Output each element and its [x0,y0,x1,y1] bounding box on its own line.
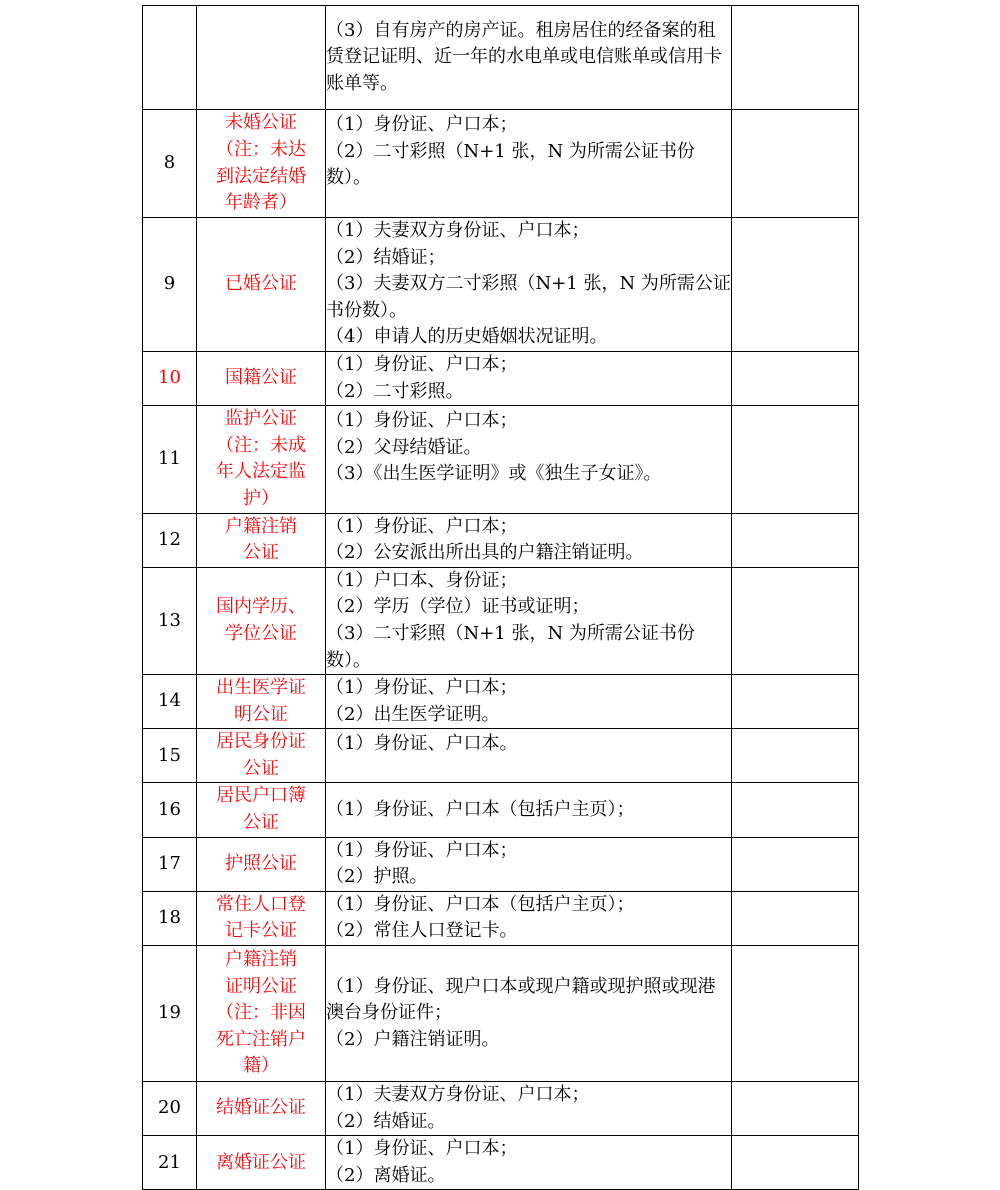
table-row [143,6,859,110]
table-row [143,729,859,783]
remarks-cell [732,1082,859,1136]
table-row [143,110,859,218]
remarks-cell [732,513,859,567]
document-item: （2）户籍注销证明。 [326,1028,500,1050]
remarks-cell [732,6,859,110]
row-number [143,6,197,110]
notarization-type: 监护公证 （注：未成 年人法定监 护） [197,406,326,513]
document-item: （3）自有房产的房产证。租房居住的经备案的租赁登记证明、近一年的水电单或电信账单或信用卡账单等。 [326,19,722,94]
table-row [143,406,859,513]
table-row [143,783,859,837]
document-item: （3）《出生医学证明》或《独生子女证》。 [326,463,662,485]
document-item: （1）身份证、户口本； [326,515,518,537]
required-documents [326,946,732,1082]
table-row [143,567,859,674]
document-item: （1）身份证、户口本； [326,410,518,432]
document-item: （1）身份证、户口本； [326,1138,518,1160]
document-item: （1）户口本、身份证； [326,569,518,591]
required-documents [326,513,732,567]
document-item: （2）护照。 [326,866,428,888]
required-documents [326,729,732,783]
document-item: （1）夫妻双方身份证、户口本； [326,220,590,241]
document-item: （1）身份证、户口本（包括户主页）； [326,893,635,915]
notarization-type: 结婚证公证 [197,1082,326,1136]
table-row [143,891,859,945]
row-number: 8 [143,110,197,218]
notarization-type: 户籍注销 公证 [197,513,326,567]
table-row [143,1136,859,1190]
document-item: （2）结婚证； [326,246,446,268]
notarization-type: 户籍注销 证明公证 （注：非因 死亡注销户 籍） [197,946,326,1082]
required-documents [326,675,732,729]
table-row [143,1082,859,1136]
remarks-cell [732,946,859,1082]
required-documents [326,837,732,891]
row-number: 15 [143,729,197,783]
notarization-type: 国籍公证 [197,351,326,405]
document-item: （1）身份证、现户口本或现户籍或现护照或现港澳台身份证件； [326,975,716,1024]
row-number: 9 [143,218,197,352]
required-documents [326,351,732,405]
row-number: 21 [143,1136,197,1190]
required-documents [326,218,732,352]
remarks-cell [732,351,859,405]
required-documents [326,1136,732,1190]
document-item: （1）身份证、户口本； [326,677,518,699]
row-number: 13 [143,567,197,674]
notarization-type: 常住人口登 记卡公证 [197,891,326,945]
row-number: 14 [143,675,197,729]
row-number: 19 [143,946,197,1082]
row-number: 20 [143,1082,197,1136]
notarization-type: 离婚证公证 [197,1136,326,1190]
required-documents [326,406,732,513]
table-row [143,946,859,1082]
remarks-cell [732,1136,859,1190]
row-number: 16 [143,783,197,837]
document-item: （1）夫妻双方身份证、户口本； [326,1084,590,1106]
remarks-cell [732,891,859,945]
required-documents [326,783,732,837]
remarks-cell [732,837,859,891]
notarization-type: 护照公证 [197,837,326,891]
document-item: （4）申请人的历史婚姻状况证明。 [326,326,608,348]
required-documents [326,891,732,945]
row-number: 17 [143,837,197,891]
row-number: 11 [143,406,197,513]
required-documents [326,1082,732,1136]
remarks-cell [732,218,859,352]
document-item: （1）身份证、户口本； [326,114,518,135]
notarization-type: 出生医学证 明公证 [197,675,326,729]
notarization-type: 未婚公证 （注：未达 到法定结婚 年龄者） [197,110,326,218]
table-row [143,837,859,891]
document-item: （2）公安派出所出具的户籍注销证明。 [326,542,644,564]
requirements-table-body [143,6,859,1190]
row-number: 12 [143,513,197,567]
document-item: （2）离婚证。 [326,1164,446,1186]
document-item: （2）出生医学证明。 [326,703,500,725]
required-documents [326,6,732,110]
requirements-table [142,5,859,1190]
document-item: （1）身份证、户口本； [326,839,518,861]
remarks-cell [732,110,859,218]
remarks-cell [732,567,859,674]
document-item: （1）身份证、户口本（包括户主页）； [326,798,635,820]
document-item: （1）身份证、户口本。 [326,733,518,755]
remarks-cell [732,675,859,729]
required-documents [326,567,732,674]
remarks-cell [732,406,859,513]
remarks-cell [732,729,859,783]
document-item: （3）夫妻双方二寸彩照（N+1 张，N 为所需公证书份数）。 [326,273,731,321]
notarization-type: 已婚公证 [197,218,326,352]
table-row [143,218,859,352]
notarization-type: 居民户口簿 公证 [197,783,326,837]
document-item: （2）结婚证。 [326,1110,446,1132]
document-item: （2）学历（学位）证书或证明； [326,596,590,618]
document-item: （2）常住人口登记卡。 [326,920,518,942]
document-item: （1）身份证、户口本； [326,353,518,375]
table-row [143,513,859,567]
document-item: （2）二寸彩照（N+1 张，N 为所需公证书份数）。 [326,140,695,189]
required-documents [326,110,732,218]
notarization-type [197,6,326,110]
document-item: （3）二寸彩照（N+1 张，N 为所需公证书份数）。 [326,622,695,671]
remarks-cell [732,783,859,837]
notarization-type: 居民身份证 公证 [197,729,326,783]
table-row [143,351,859,405]
row-number: 18 [143,891,197,945]
table-row [143,675,859,729]
document-item: （2）二寸彩照。 [326,380,464,402]
document-item: （2）父母结婚证。 [326,436,482,458]
notarization-type: 国内学历、 学位公证 [197,567,326,674]
row-number: 10 [143,351,197,405]
